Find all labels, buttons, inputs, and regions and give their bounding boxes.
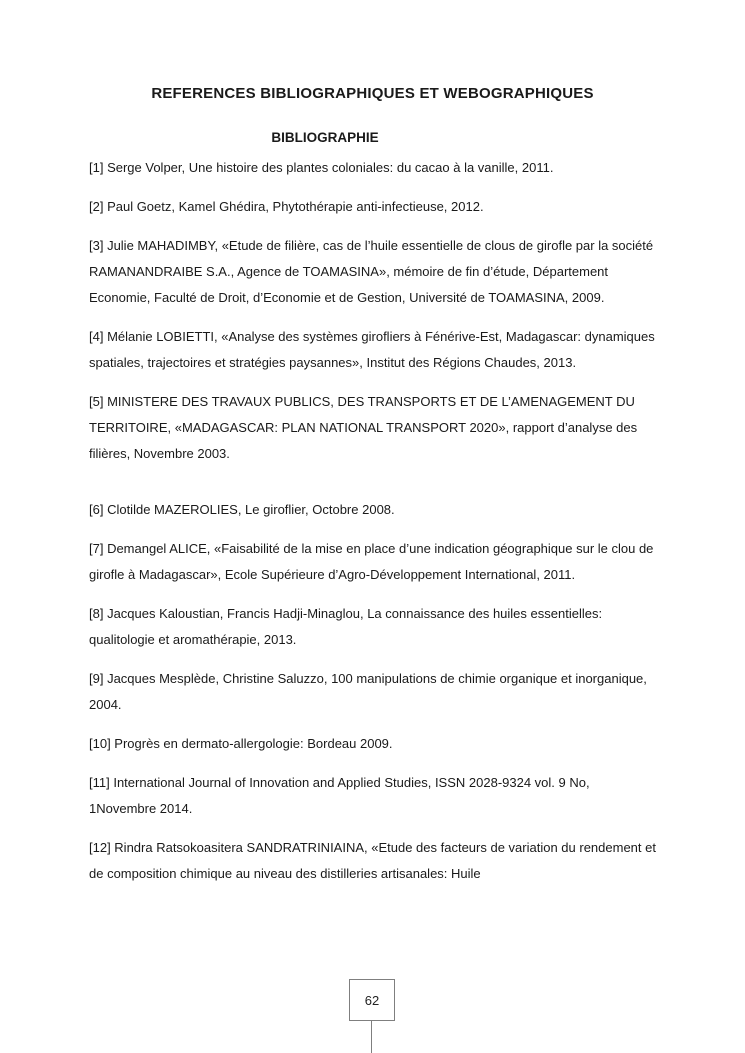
reference-item: [7] Demangel ALICE, «Faisabilité de la mise en place d’une indication géographique sur le clou de girofle à Madagascar», Ecole Supérieure d’Agro-Développement International, 2011. [89,541,654,582]
references-list [89,155,656,900]
reference-item: [3] Julie MAHADIMBY, «Etude de filière, cas de l’huile essentielle de clous de girofle par la société RAMANANDRAIBE S.A., Agence de TOAMASINA», mémoire de fin d’étude, Département Economie, Faculté de Droit, d’Economie et de Gestion, Université de TOAMASINA, 2009. [89,238,654,305]
reference-item: [6] Clotilde MAZEROLIES, Le giroflier, Octobre 2008. [89,502,395,517]
page-title: REFERENCES BIBLIOGRAPHIQUES ET WEBOGRAPHIQUES [151,85,594,102]
reference-item: [4] Mélanie LOBIETTI, «Analyse des systèmes girofliers à Fénérive-Est, Madagascar: dynamiques spatiales, trajectoires et stratégies paysannes», Institut des Régions Chaudes, 2013. [89,329,655,370]
reference-item: [12] Rindra Ratsokoasitera SANDRATRINIAINA, «Etude des facteurs de variation du rendement et de composition chimique au niveau des distilleries artisanales: Huile [89,840,656,881]
reference-item: [9] Jacques Mesplède, Christine Saluzzo, 100 manipulations de chimie organique et inorganique, 2004. [89,671,647,712]
page-number: 62 [364,992,380,1008]
footer-connector-line [371,1021,372,1053]
reference-item: [11] International Journal of Innovation and Applied Studies, ISSN 2028-9324 vol. 9 No, 1Novembre 2014. [89,775,590,816]
reference-item: [1] Serge Volper, Une histoire des plantes coloniales: du cacao à la vanille, 2011. [89,160,554,175]
page-number-box [349,979,395,1021]
reference-item: [5] MINISTERE DES TRAVAUX PUBLICS, DES TRANSPORTS ET DE L’AMENAGEMENT DU TERRITOIRE, «MADAGASCAR: PLAN NATIONAL TRANSPORT 2020», rapport d’analyse des filières, Novembre 2003. [89,394,638,461]
section-heading: BIBLIOGRAPHIE [271,130,379,145]
reference-item: [10] Progrès en dermato-allergologie: Bordeau 2009. [89,736,393,751]
reference-item: [8] Jacques Kaloustian, Francis Hadji-Minaglou, La connaissance des huiles essentielles: qualitologie et aromathérapie, 2013. [89,606,603,647]
reference-item: [2] Paul Goetz, Kamel Ghédira, Phytothérapie anti-infectieuse, 2012. [89,199,484,214]
